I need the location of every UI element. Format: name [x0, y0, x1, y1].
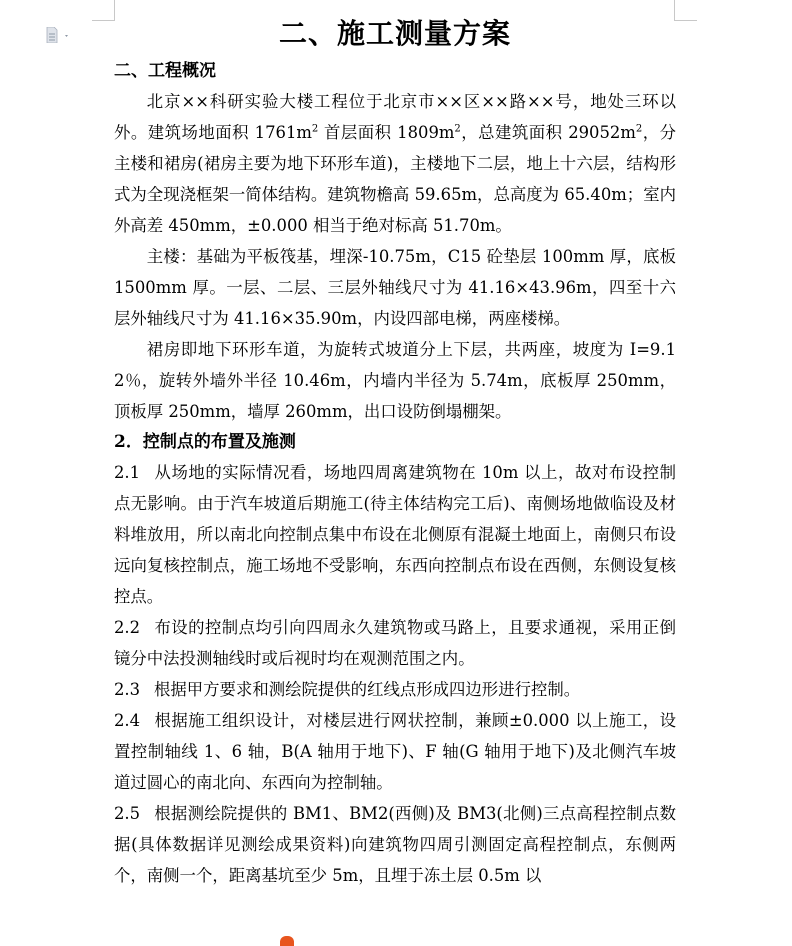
paragraph-podium: 裙房即地下环形车道，为旋转式坡道分上下层，共两座，坡度为 I=9.12％，旋转外墙外半径 10.46m，内墙内半径为 5.74m，底板厚 250mm，顶板厚 250mm，墙厚 260mm，出口设防倒塌棚架。 — [114, 340, 676, 421]
list-item: 2.4 根据施工组织设计，对楼层进行网状控制，兼顾±0.000 以上施工，设置控制轴线 1、6 轴，B(A 轴用于地下)、F 轴(G 轴用于地下)及北侧汽车坡道过圆心的南北向、东西向为控制轴。 — [114, 711, 676, 792]
paragraph-overview: 北京××科研实验大楼工程位于北京市××区××路××号，地处三环以外。建筑场地面积 $1761m^2$ 首层面积 $1809m^2$，总建筑面积 $29052m^2$，分主楼和裙房(裙房主要为地下环形车道)，主楼地下二层，地上十六层，结构形式为全现浇框架一简体结构。建筑物檐高 59.65m，总高度为 65.40m；室内外高差 450mm，±0.000 相当于绝对标高 51.70m。 — [114, 92, 676, 235]
paragraph-main-building: 主楼：基础为平板筏基，埋深-10.75m，C15 砼垫层 100mm 厚，底板 1500mm 厚。一层、二层、三层外轴线尺寸为 41.16×43.96m，四至十六层外轴线尺寸为 41.16×35.90m，内设四部电梯，两座楼梯。 — [114, 247, 676, 328]
section-heading-control-points: 2．控制点的布置及施测 — [114, 432, 296, 452]
page-corner-mark-left — [92, 0, 115, 21]
document-icon — [46, 27, 70, 43]
section-heading-overview: 二、工程概况 — [114, 61, 216, 81]
page-corner-mark-right — [674, 0, 697, 21]
list-item: 2.5 根据测绘院提供的 BM1、BM2(西侧)及 BM3(北侧)三点高程控制点数据(具体数据详见测绘成果资料)向建筑物四周引测固定高程控制点，东侧两个，南侧一个，距离基坑至少 5m，且埋于冻土层 0.5m 以 — [114, 804, 676, 885]
list-item: 2.2 布设的控制点均引向四周永久建筑物或马路上，且要求通视，采用正倒镜分中法投测轴线时或后视时均在观测范围之内。 — [114, 618, 676, 668]
document-page — [114, 14, 676, 891]
list-item: 2.3 根据甲方要求和测绘院提供的红线点形成四边形进行控制。 — [114, 680, 581, 699]
chevron-down-icon — [65, 35, 68, 37]
paragraph-text: 北京××科研实验大楼工程位于北京市××区××路××号，地处三环以外。建筑场地面积 1761m — [114, 92, 676, 142]
document-menu-button[interactable] — [46, 27, 70, 43]
document-title: 二、施工测量方案 — [278, 17, 511, 50]
cursor-marker — [280, 936, 294, 946]
list-item: 2.1 从场地的实际情况看，场地四周离建筑物在 10m 以上，故对布设控制点无影响。由于汽车坡道后期施工(待主体结构完工后)、南侧场地做临设及材料堆放用，所以南北向控制点集中布设在北侧原有混凝土地面上，南侧只布设远向复核控制点，施工场地不受影响，东西向控制点布设在西侧，东侧设复核控点。 — [114, 463, 676, 606]
